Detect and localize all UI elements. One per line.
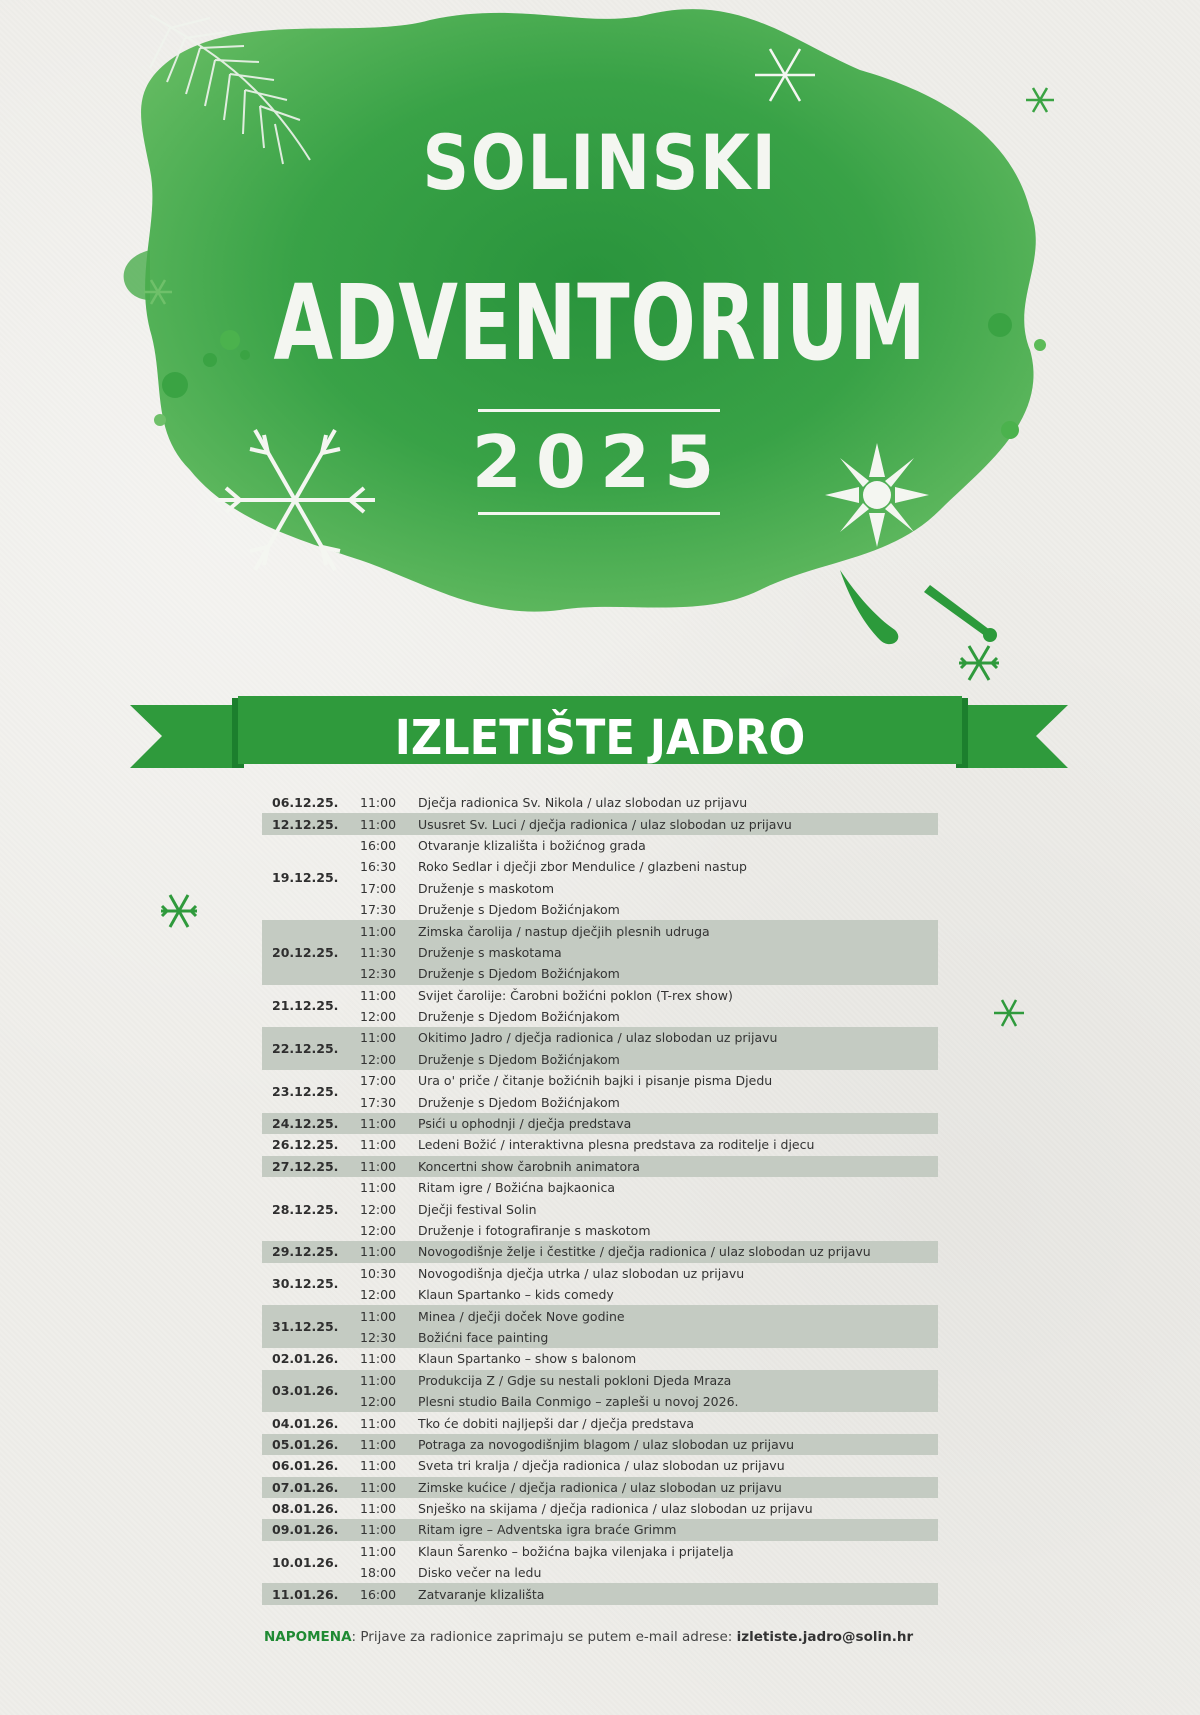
schedule-table (262, 792, 938, 1605)
event-description: Klaun Spartanko – show s balonom (418, 1351, 637, 1367)
event-date: 04.01.26. (272, 1415, 339, 1431)
event-time: 11:00 (360, 795, 397, 811)
event-time: 12:30 (360, 1329, 397, 1345)
event-time: 12:00 (360, 1009, 397, 1025)
event-description: Ledeni Božić / interaktivna plesna predstava za roditelje i djecu (418, 1137, 815, 1153)
table-row (262, 1434, 938, 1455)
list-item (360, 1027, 938, 1048)
event-description: Psići u ophodnji / dječja predstava (418, 1116, 632, 1132)
event-time: 11:00 (360, 987, 397, 1003)
snowflake-icon (992, 996, 1026, 1030)
title-block (0, 0, 1200, 700)
event-time: 12:00 (360, 1051, 397, 1067)
list-item (360, 1305, 938, 1326)
list-item (360, 1477, 938, 1498)
list-item (360, 1583, 938, 1604)
event-time: 11:00 (360, 1351, 397, 1367)
event-description: Zimska čarolija / nastup dječjih plesnih udruga (418, 923, 710, 939)
table-row (262, 1370, 938, 1413)
list-item (360, 985, 938, 1006)
list-item (360, 942, 938, 963)
list-item (360, 1498, 938, 1519)
event-description: Ususret Sv. Luci / dječja radionica / ulaz slobodan uz prijavu (418, 816, 792, 832)
event-description: Zimske kućice / dječja radionica / ulaz slobodan uz prijavu (418, 1479, 782, 1495)
event-date: 30.12.25. (272, 1276, 339, 1292)
event-list (360, 1263, 938, 1306)
event-description: Zatvaranje klizališta (418, 1586, 545, 1602)
event-date: 26.12.25. (272, 1137, 339, 1153)
event-description: Ritam igre – Adventska igra braće Grimm (418, 1522, 677, 1538)
event-time: 11:00 (360, 1436, 397, 1452)
event-date: 07.01.26. (272, 1479, 339, 1495)
list-item (360, 1113, 938, 1134)
event-description: Sveta tri kralja / dječja radionica / ulaz slobodan uz prijavu (418, 1458, 785, 1474)
event-date: 19.12.25. (272, 870, 339, 886)
event-time: 18:00 (360, 1565, 397, 1581)
event-description: Druženje s Djedom Božićnjakom (418, 966, 620, 982)
event-date: 31.12.25. (272, 1319, 339, 1335)
table-row (262, 1455, 938, 1476)
list-item (360, 792, 938, 813)
event-time: 11:00 (360, 1244, 397, 1260)
event-time: 16:00 (360, 837, 397, 853)
event-description: Tko će dobiti najljepši dar / dječja predstava (418, 1415, 695, 1431)
list-item (360, 1198, 938, 1219)
contact-email-link[interactable]: izletiste.jadro@solin.hr (736, 1629, 914, 1645)
table-row (262, 985, 938, 1028)
table-row (262, 1348, 938, 1369)
list-item (360, 1091, 938, 1112)
event-list (360, 1412, 938, 1433)
event-list (360, 1434, 938, 1455)
event-date: 03.01.26. (272, 1383, 339, 1399)
event-description: Ritam igre / Božićna bajkaonica (418, 1180, 615, 1196)
event-time: 11:00 (360, 923, 397, 939)
event-time: 11:00 (360, 1415, 397, 1431)
event-list (360, 920, 938, 984)
event-description: Druženje s Djedom Božićnjakom (418, 1094, 620, 1110)
table-row (262, 1412, 938, 1433)
list-item (360, 1370, 938, 1391)
divider-line (478, 409, 720, 412)
event-list (360, 1348, 938, 1369)
event-list (360, 1583, 938, 1604)
event-description: Plesni studio Baila Conmigo – zapleši u novoj 2026. (418, 1394, 739, 1410)
event-description: Potraga za novogodišnjim blagom / ulaz slobodan uz prijavu (418, 1436, 795, 1452)
event-description: Okitimo Jadro / dječja radionica / ulaz slobodan uz prijavu (418, 1030, 778, 1046)
event-list (360, 1455, 938, 1476)
event-description: Disko večer na ledu (418, 1565, 542, 1581)
event-description: Druženje i fotografiranje s maskotom (418, 1223, 651, 1238)
event-list (360, 1241, 938, 1262)
event-time: 11:30 (360, 944, 397, 960)
event-date: 10.01.26. (272, 1554, 339, 1570)
event-time: 11:00 (360, 1158, 397, 1174)
list-item (360, 1177, 938, 1198)
event-description: Druženje s Djedom Božićnjakom (418, 1009, 620, 1025)
event-date: 02.01.26. (272, 1351, 339, 1367)
event-list (360, 1541, 938, 1584)
list-item (360, 835, 938, 856)
event-time: 17:30 (360, 902, 397, 918)
table-row (262, 1070, 938, 1113)
event-description: Dječja radionica Sv. Nikola / ulaz slobodan uz prijavu (418, 795, 748, 811)
list-item (360, 1562, 938, 1583)
event-description: Koncertni show čarobnih animatora (418, 1158, 640, 1174)
event-list (360, 1070, 938, 1113)
title-solinski: SOLINSKI (422, 118, 778, 207)
event-description: Druženje s maskotom (418, 880, 554, 896)
table-row (262, 920, 938, 984)
event-list (360, 1498, 938, 1519)
list-item (360, 963, 938, 984)
table-row (262, 1113, 938, 1134)
event-list (360, 1519, 938, 1540)
list-item (360, 1220, 938, 1241)
event-date: 08.01.26. (272, 1501, 339, 1517)
event-description: Novogodišnja dječja utrka / ulaz slobodan uz prijavu (418, 1265, 745, 1281)
event-time: 10:30 (360, 1265, 397, 1281)
table-row (262, 1498, 938, 1519)
event-description: Božićni face painting (418, 1329, 549, 1345)
event-time: 16:00 (360, 1586, 397, 1602)
event-time: 11:00 (360, 1522, 397, 1538)
event-time: 16:30 (360, 859, 397, 875)
event-description: Druženje s Djedom Božićnjakom (418, 1051, 620, 1067)
table-row (262, 1519, 938, 1540)
event-time: 11:00 (360, 1501, 397, 1517)
event-date: 06.12.25. (272, 795, 339, 811)
event-date: 09.01.26. (272, 1522, 339, 1538)
event-time: 12:00 (360, 1287, 397, 1303)
list-item (360, 1070, 938, 1091)
list-item (360, 920, 938, 941)
list-item (360, 1455, 938, 1476)
event-time: 17:00 (360, 880, 397, 896)
event-time: 11:00 (360, 1372, 397, 1388)
table-row (262, 1156, 938, 1177)
event-date: 21.12.25. (272, 998, 339, 1014)
table-row (262, 1027, 938, 1070)
table-row (262, 813, 938, 834)
event-date: 24.12.25. (272, 1116, 339, 1132)
table-row (262, 792, 938, 813)
list-item (360, 1134, 938, 1155)
event-date: 28.12.25. (272, 1201, 339, 1217)
note-text: : Prijave za radionice zaprimaju se putem e-mail adrese: (351, 1629, 737, 1645)
list-item (360, 856, 938, 877)
list-item (360, 1006, 938, 1027)
table-row (262, 1177, 938, 1241)
event-list (360, 792, 938, 813)
event-date: 29.12.25. (272, 1244, 339, 1260)
event-list (360, 1134, 938, 1155)
snowflake-icon (158, 890, 200, 932)
event-list (360, 813, 938, 834)
table-row (262, 1134, 938, 1155)
event-date: 23.12.25. (272, 1083, 339, 1099)
event-description: Druženje s Djedom Božićnjakom (418, 902, 620, 918)
event-description: Roko Sedlar i dječji zbor Mendulice / glazbeni nastup (418, 859, 747, 875)
event-list (360, 1113, 938, 1134)
event-description: Otvaranje klizališta i božićnog grada (418, 837, 646, 853)
title-adventorium: ADVENTORIUM (273, 262, 927, 384)
list-item (360, 1434, 938, 1455)
event-time: 12:00 (360, 1201, 397, 1217)
event-time: 11:00 (360, 1308, 397, 1324)
table-row (262, 1305, 938, 1348)
event-description: Dječji festival Solin (418, 1201, 537, 1217)
title-year: 2025 (471, 420, 729, 504)
event-date: 27.12.25. (272, 1158, 339, 1174)
event-time: 11:00 (360, 1543, 397, 1559)
event-date: 06.01.26. (272, 1458, 339, 1474)
event-description: Klaun Spartanko – kids comedy (418, 1287, 614, 1303)
event-list (360, 835, 938, 921)
event-description: Novogodišnje želje i čestitke / dječja radionica / ulaz slobodan uz prijavu (418, 1244, 871, 1260)
table-row (262, 1477, 938, 1498)
list-item (360, 899, 938, 920)
event-time: 12:00 (360, 1394, 397, 1410)
event-time: 17:30 (360, 1094, 397, 1110)
list-item (360, 1391, 938, 1412)
event-time: 11:00 (360, 1180, 397, 1196)
table-row (262, 1263, 938, 1306)
event-time: 17:00 (360, 1073, 397, 1089)
list-item (360, 1541, 938, 1562)
list-item (360, 1327, 938, 1348)
list-item (360, 1263, 938, 1284)
table-row (262, 1241, 938, 1262)
list-item (360, 1412, 938, 1433)
event-time: 11:00 (360, 1116, 397, 1132)
event-description: Snješko na skijama / dječja radionica / ulaz slobodan uz prijavu (418, 1501, 813, 1517)
list-item (360, 1049, 938, 1070)
event-list (360, 1156, 938, 1177)
event-time: 11:00 (360, 1458, 397, 1474)
event-description: Svijet čarolije: Čarobni božićni poklon (T-rex show) (418, 987, 733, 1003)
event-date: 22.12.25. (272, 1041, 339, 1057)
event-description: Druženje s maskotama (418, 944, 562, 960)
event-list (360, 1370, 938, 1413)
event-time: 12:00 (360, 1223, 397, 1238)
note-label: NAPOMENA (264, 1629, 352, 1645)
location-heading: IZLETIŠTE JADRO (394, 710, 806, 766)
table-row (262, 1541, 938, 1584)
event-date: 12.12.25. (272, 816, 339, 832)
list-item (360, 813, 938, 834)
table-row (262, 835, 938, 921)
event-list (360, 1027, 938, 1070)
divider-line (478, 512, 720, 515)
list-item (360, 1348, 938, 1369)
event-list (360, 1305, 938, 1348)
event-description: Klaun Šarenko – božićna bajka vilenjaka i prijatelja (418, 1543, 734, 1559)
event-date: 11.01.26. (272, 1586, 339, 1602)
event-date: 05.01.26. (272, 1436, 339, 1452)
event-time: 11:00 (360, 816, 397, 832)
event-description: Produkcija Z / Gdje su nestali pokloni Djeda Mraza (418, 1372, 732, 1388)
footer-note (264, 1629, 944, 1645)
list-item (360, 1156, 938, 1177)
event-time: 11:00 (360, 1479, 397, 1495)
event-list (360, 1177, 938, 1241)
list-item (360, 1519, 938, 1540)
list-item (360, 1241, 938, 1262)
table-row (262, 1583, 938, 1604)
event-description: Minea / dječji doček Nove godine (418, 1308, 625, 1324)
event-time: 11:00 (360, 1030, 397, 1046)
event-time: 12:30 (360, 966, 397, 982)
list-item (360, 1284, 938, 1305)
event-time: 11:00 (360, 1137, 397, 1153)
event-list (360, 1477, 938, 1498)
list-item (360, 878, 938, 899)
event-date: 20.12.25. (272, 944, 339, 960)
event-description: Ura o' priče / čitanje božićnih bajki i pisanje pisma Djedu (418, 1073, 773, 1089)
event-list (360, 985, 938, 1028)
